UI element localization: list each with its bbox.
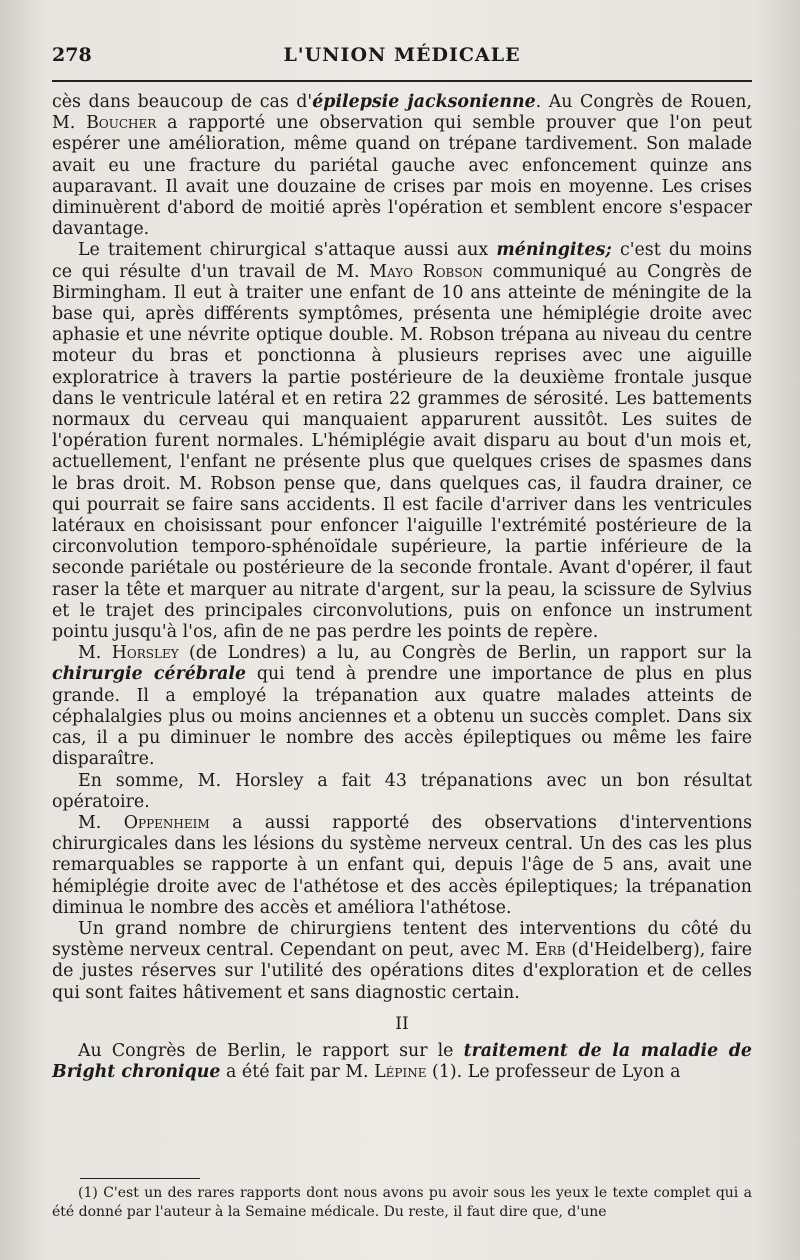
- text-run: qui tend à prendre une importance de plus en plus grande. Il a employé la trépanation aux quatre malades atteints de céphalalgies plus ou moins anciennes et a obtenu un succès complet. Dans six cas, il a pu diminuer le nombre des accès épileptiques ou même les faire disparaître.: [52, 664, 752, 770]
- author-name: Mayo Robson: [369, 261, 483, 282]
- text-run: En somme, M. Horsley a fait 43 trépanations avec un bon résultat opératoire.: [52, 770, 752, 812]
- paragraph: [52, 771, 752, 813]
- paragraph: [52, 813, 752, 919]
- text-run: c'est du moins ce qui résulte d'un travail de M.: [52, 240, 752, 282]
- header-rule: [52, 80, 752, 82]
- footnote-rule: [80, 1178, 200, 1179]
- body-text: [52, 92, 752, 1083]
- section-paragraph: [52, 1041, 752, 1083]
- text-run: . Au Congrès de Rouen, M.: [52, 92, 752, 134]
- author-name: Erb: [535, 940, 566, 961]
- text-run: a aussi rapporté des observations d'interventions chirurgicales dans les lésions du système nerveux central. Un des cas les plus remarquables se rapporte à un enfant qui, depuis l'âge de 5 ans, avait une hémiplégie droite avec de l'athétose et des accès épileptiques; la trépanation diminua le nombre des accès et améliora l'athétose.: [52, 812, 752, 918]
- italic-text: méningites;: [496, 240, 612, 261]
- footnote: (1) C'est un des rares rapports dont nous avons pu avoir sous les yeux le texte complet qui a été donné par l'auteur à la Semaine médicale. Du reste, il faut dire que, d'une: [52, 1185, 752, 1220]
- author-name: Horsley: [111, 643, 179, 664]
- author-name: Lépine: [374, 1062, 427, 1083]
- text-run: a rapporté une observation qui semble prouver que l'on peut espérer une amélioration, même quand on trépane tardivement. Son malade avait eu une fracture du pariétal gauche avec enfoncement quinze ans auparavant. Il avait une douzaine de crises par mois en moyenne. Les crises diminuèrent d'abord de moitié après l'opération et semblent encore s'espacer davantage.: [52, 113, 752, 240]
- section-number: II: [395, 1013, 409, 1034]
- italic-text: traitement de la maladie de Bright chronique: [52, 1040, 752, 1083]
- paragraph: [52, 919, 752, 1004]
- text-run: (1). Le professeur de Lyon a: [426, 1062, 681, 1083]
- text-run: cès dans beaucoup de cas d': [52, 92, 313, 112]
- text-run: communiqué au Congrès de Birmingham. Il eut à traiter une enfant de 10 ans atteinte de méningite de la base qui, après différents symptômes, présenta une hémiplégie droite avec aphasie et une névrite optique double. M. Robson trépana au niveau du centre moteur du bras et ponctionna à plusieurs reprises avec une aiguille exploratrice à travers la partie postérieure de la deuxième frontale jusque dans le ventricule latéral et en retira 22 grammes de sérosité. Les battements normaux du cerveau qui manquaient apparurent aussitôt. Les suites de l'opération furent normales. L'hémiplégie avait disparu au bout d'un mois et, actuellement, l'enfant ne présente plus que quelques crises de spasmes dans le bras droit. M. Robson pense que, dans quelques cas, il faudra drainer, ce qui pourrait se faire sans accidents. Il est facile d'arriver dans les ventricules latéraux en choisissant pour enfoncer l'aiguille l'extrémité postérieure de la circonvolution temporo-sphénoïdale supérieure, la partie inférieure de la seconde pariétale ou postérieure de la seconde frontale. Avant d'opérer, il faut raser la tête et marquer au nitrate d'argent, sur la peau, la scissure de Sylvius et le trajet des principales circonvolutions, puis on enfonce un instrument pointu jusqu'à l'os, afin de ne pas perdre les points de repère.: [52, 261, 752, 643]
- italic-text: épilepsie jacksonienne: [312, 92, 536, 112]
- italic-text: chirurgie cérébrale: [52, 664, 247, 685]
- text-run: Au Congrès de Berlin, le rapport sur le: [78, 1040, 464, 1061]
- page-number: 278: [52, 44, 92, 66]
- text-run: (d'Heidelberg), faire de justes réserves sur l'utilité des opérations dites d'exploration et de celles qui sont faites hâtivement et sans diagnostic certain.: [52, 940, 752, 1003]
- author-name: Boucher: [86, 113, 157, 134]
- paragraph: [52, 643, 752, 770]
- text-run: (de Londres) a lu, au Congrès de Berlin, un rapport sur la: [178, 643, 752, 664]
- author-name: Oppenheim: [123, 812, 210, 833]
- text-run: a été fait par M.: [220, 1062, 375, 1083]
- paragraph: [52, 92, 752, 240]
- page-header: [52, 44, 752, 78]
- paragraph: [52, 240, 752, 643]
- text-run: M.: [78, 643, 112, 664]
- text-run: M.: [78, 812, 124, 833]
- text-run: Un grand nombre de chirurgiens tentent des interventions du côté du système nerveux central. Cependant on peut, avec M.: [52, 918, 752, 961]
- running-title: L'UNION MÉDICALE: [283, 44, 521, 66]
- text-run: Le traitement chirurgical s'attaque aussi aux: [78, 240, 497, 261]
